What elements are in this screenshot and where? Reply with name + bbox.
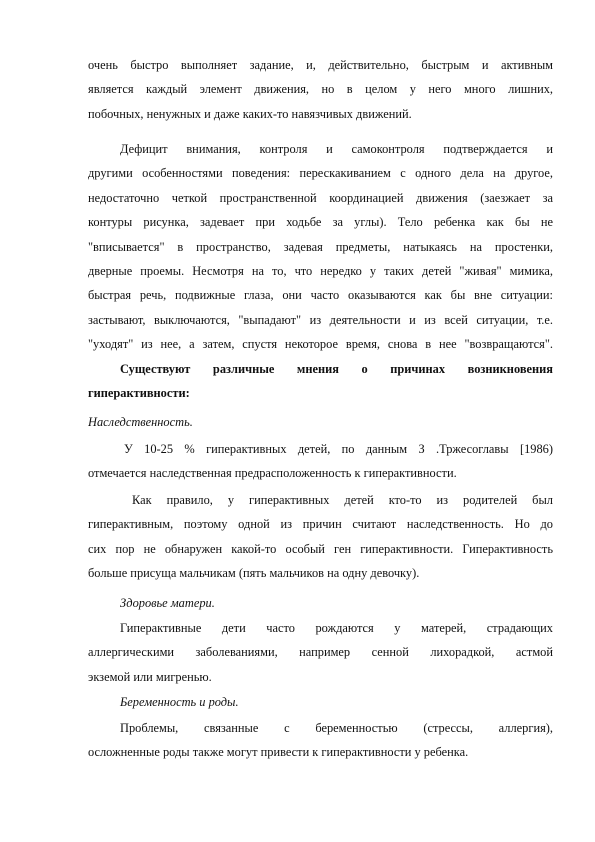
text-line: очень быстро выполняет задание, и, действительно, быстрым и активным (88, 58, 553, 72)
paragraph-pregnancy-birth (88, 716, 553, 765)
subheading-line: Беременность и роды. (120, 695, 239, 709)
text-line: отмечается наследственная предрасположенность к гиперактивности. (88, 466, 457, 481)
text-line: дверные проемы. Несмотря на то, что нередко у таких детей "живая" мимика, (88, 263, 553, 278)
text-line: Как правило, у гиперактивных детей кто-то из родителей был (132, 493, 553, 507)
paragraph-motor-activity (88, 53, 553, 126)
subheading-mother-health (88, 591, 553, 615)
text-line: является каждый элемент движения, но в целом у него много лишних, (88, 82, 553, 97)
text-line: осложненные роды также могут привести к гиперактивности у ребенка. (88, 745, 469, 760)
text-line: У 10-25 % гиперактивных детей, по данным З .Тржесоглавы [1986) (124, 442, 553, 456)
paragraph-mother-health (88, 616, 553, 689)
subheading-heredity (88, 410, 553, 434)
text-line: экземой или мигренью. (88, 669, 212, 684)
text-line: другими особенностями поведения: перескакиванием с одного дела на другое, (88, 166, 553, 181)
text-line: побочных, ненужных и даже каких-то навязчивых движений. (88, 106, 412, 121)
subheading-line: Наследственность. (88, 415, 193, 429)
heading-line: Существуют различные мнения о причинах возникновения (120, 362, 553, 376)
paragraph-attention-deficit (88, 137, 553, 357)
text-line: застывают, выключаются, "выпадают" из деятельности и из всей ситуации, т.е. (88, 312, 553, 327)
subheading-line: Здоровье матери. (120, 596, 215, 610)
heading-line: гиперактивности: (88, 386, 190, 401)
text-line: гиперактивным, поэтому одной из причин считают наследственность. Но до (88, 517, 553, 532)
text-line: "вписывается" в пространство, задевая предметы, натыкаясь на простенки, (88, 239, 553, 254)
text-line: "уходят" из нее, а затем, спустя некоторое время, снова в нее "возвращаются". (88, 337, 553, 352)
text-line: сих пор не обнаружен какой-то особый ген гиперактивности. Гиперактивность (88, 541, 553, 556)
text-line: быстрая речь, подвижные глаза, они часто оказываются как бы вне ситуации: (88, 288, 553, 303)
text-line: Гиперактивные дети часто рождаются у матерей, страдающих (120, 621, 553, 635)
section-heading-causes (88, 357, 553, 406)
text-line: недостаточно четкой пространственной координацией движения (заезжает за (88, 190, 553, 205)
text-line: контуры рисунка, задевает при ходьбе за углы). Тело ребенка как бы не (88, 215, 553, 230)
text-line: больше присуща мальчикам (пять мальчиков на одну девочку). (88, 566, 420, 581)
text-line: Проблемы, связанные с беременностью (стрессы, аллергия), (120, 721, 553, 735)
text-line: аллергическими заболеваниями, например сенной лихорадкой, астмой (88, 645, 553, 660)
subheading-pregnancy-birth (88, 690, 553, 714)
paragraph-heredity-parents (88, 488, 553, 586)
text-line: Дефицит внимания, контроля и самоконтроля подтверждается и (120, 142, 553, 156)
paragraph-heredity-statistics (88, 437, 553, 486)
